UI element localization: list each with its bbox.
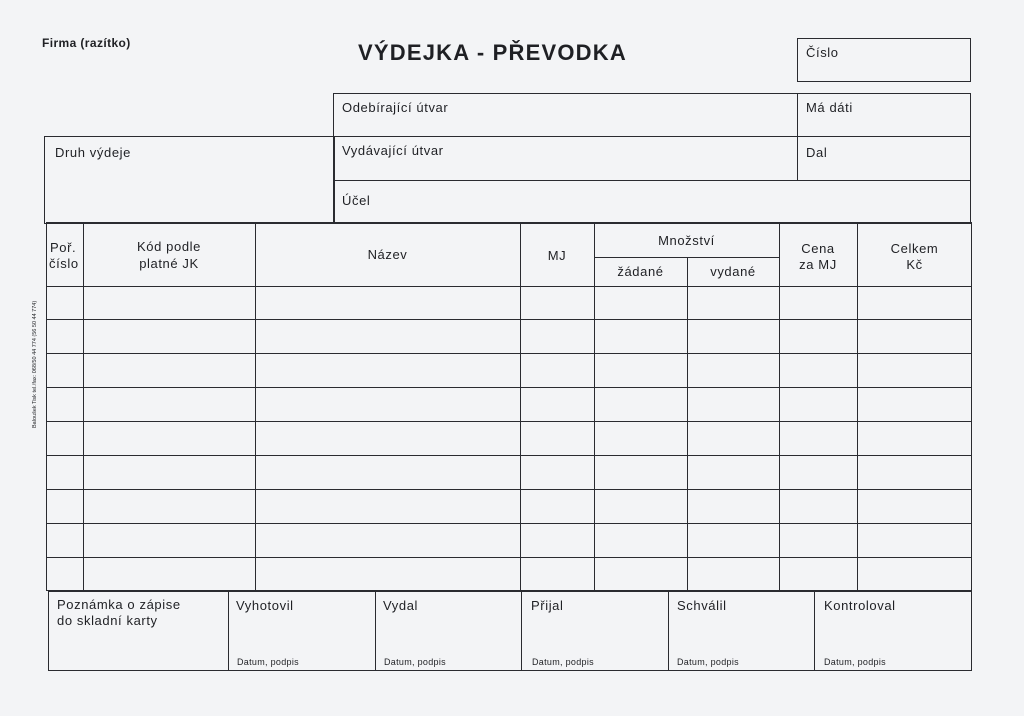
vydal-label: Vydal bbox=[383, 598, 419, 613]
vydal-datum: Datum, podpis bbox=[384, 657, 446, 667]
items-table bbox=[46, 222, 972, 591]
firma-label: Firma (razítko) bbox=[42, 36, 131, 50]
header-kod-2: platné JK bbox=[139, 256, 199, 271]
odebirajici-utvar-label: Odebírající útvar bbox=[342, 100, 449, 115]
header-cena-2: za MJ bbox=[799, 257, 837, 272]
dal-label: Dal bbox=[806, 145, 828, 160]
header-cena-1: Cena bbox=[801, 241, 835, 256]
cislo-label: Číslo bbox=[806, 45, 839, 60]
header-celkem-1: Celkem bbox=[890, 241, 939, 256]
header-zadane: žádané bbox=[617, 264, 664, 279]
header-celkem-2: Kč bbox=[906, 257, 923, 272]
kontroloval-label: Kontroloval bbox=[824, 598, 896, 613]
kontroloval-datum: Datum, podpis bbox=[824, 657, 886, 667]
header-por: Poř. bbox=[50, 240, 77, 255]
form-title: VÝDEJKA - PŘEVODKA bbox=[358, 40, 627, 65]
header-cislo: číslo bbox=[49, 256, 79, 271]
header-vydane: vydané bbox=[710, 264, 756, 279]
vydavajici-utvar-label: Vydávající útvar bbox=[342, 143, 444, 158]
prijal-label: Přijal bbox=[531, 598, 564, 613]
header-nazev: Název bbox=[367, 247, 408, 262]
header-mj: MJ bbox=[547, 248, 567, 263]
ma-dati-label: Má dáti bbox=[806, 100, 853, 115]
printer-imprint: Baloušek Tisk tel./fax: 068/50 44 774 (56 50 44 774) bbox=[32, 300, 38, 428]
druh-vydeje-label: Druh výdeje bbox=[55, 145, 131, 160]
header-kod-1: Kód podle bbox=[137, 239, 201, 254]
prijal-datum: Datum, podpis bbox=[532, 657, 594, 667]
vyhotovil-label: Vyhotovil bbox=[236, 598, 294, 613]
vyhotovil-datum: Datum, podpis bbox=[237, 657, 299, 667]
cislo-field[interactable] bbox=[797, 38, 971, 82]
ucel-label: Účel bbox=[342, 193, 371, 208]
schvalil-label: Schválil bbox=[677, 598, 727, 613]
druh-vydeje-field[interactable] bbox=[44, 136, 335, 224]
poznamka-label-2: do skladní karty bbox=[57, 613, 158, 628]
header-mnozstvi: Množství bbox=[658, 233, 715, 248]
poznamka-label-1: Poznámka o zápise bbox=[57, 597, 181, 612]
schvalil-datum: Datum, podpis bbox=[677, 657, 739, 667]
